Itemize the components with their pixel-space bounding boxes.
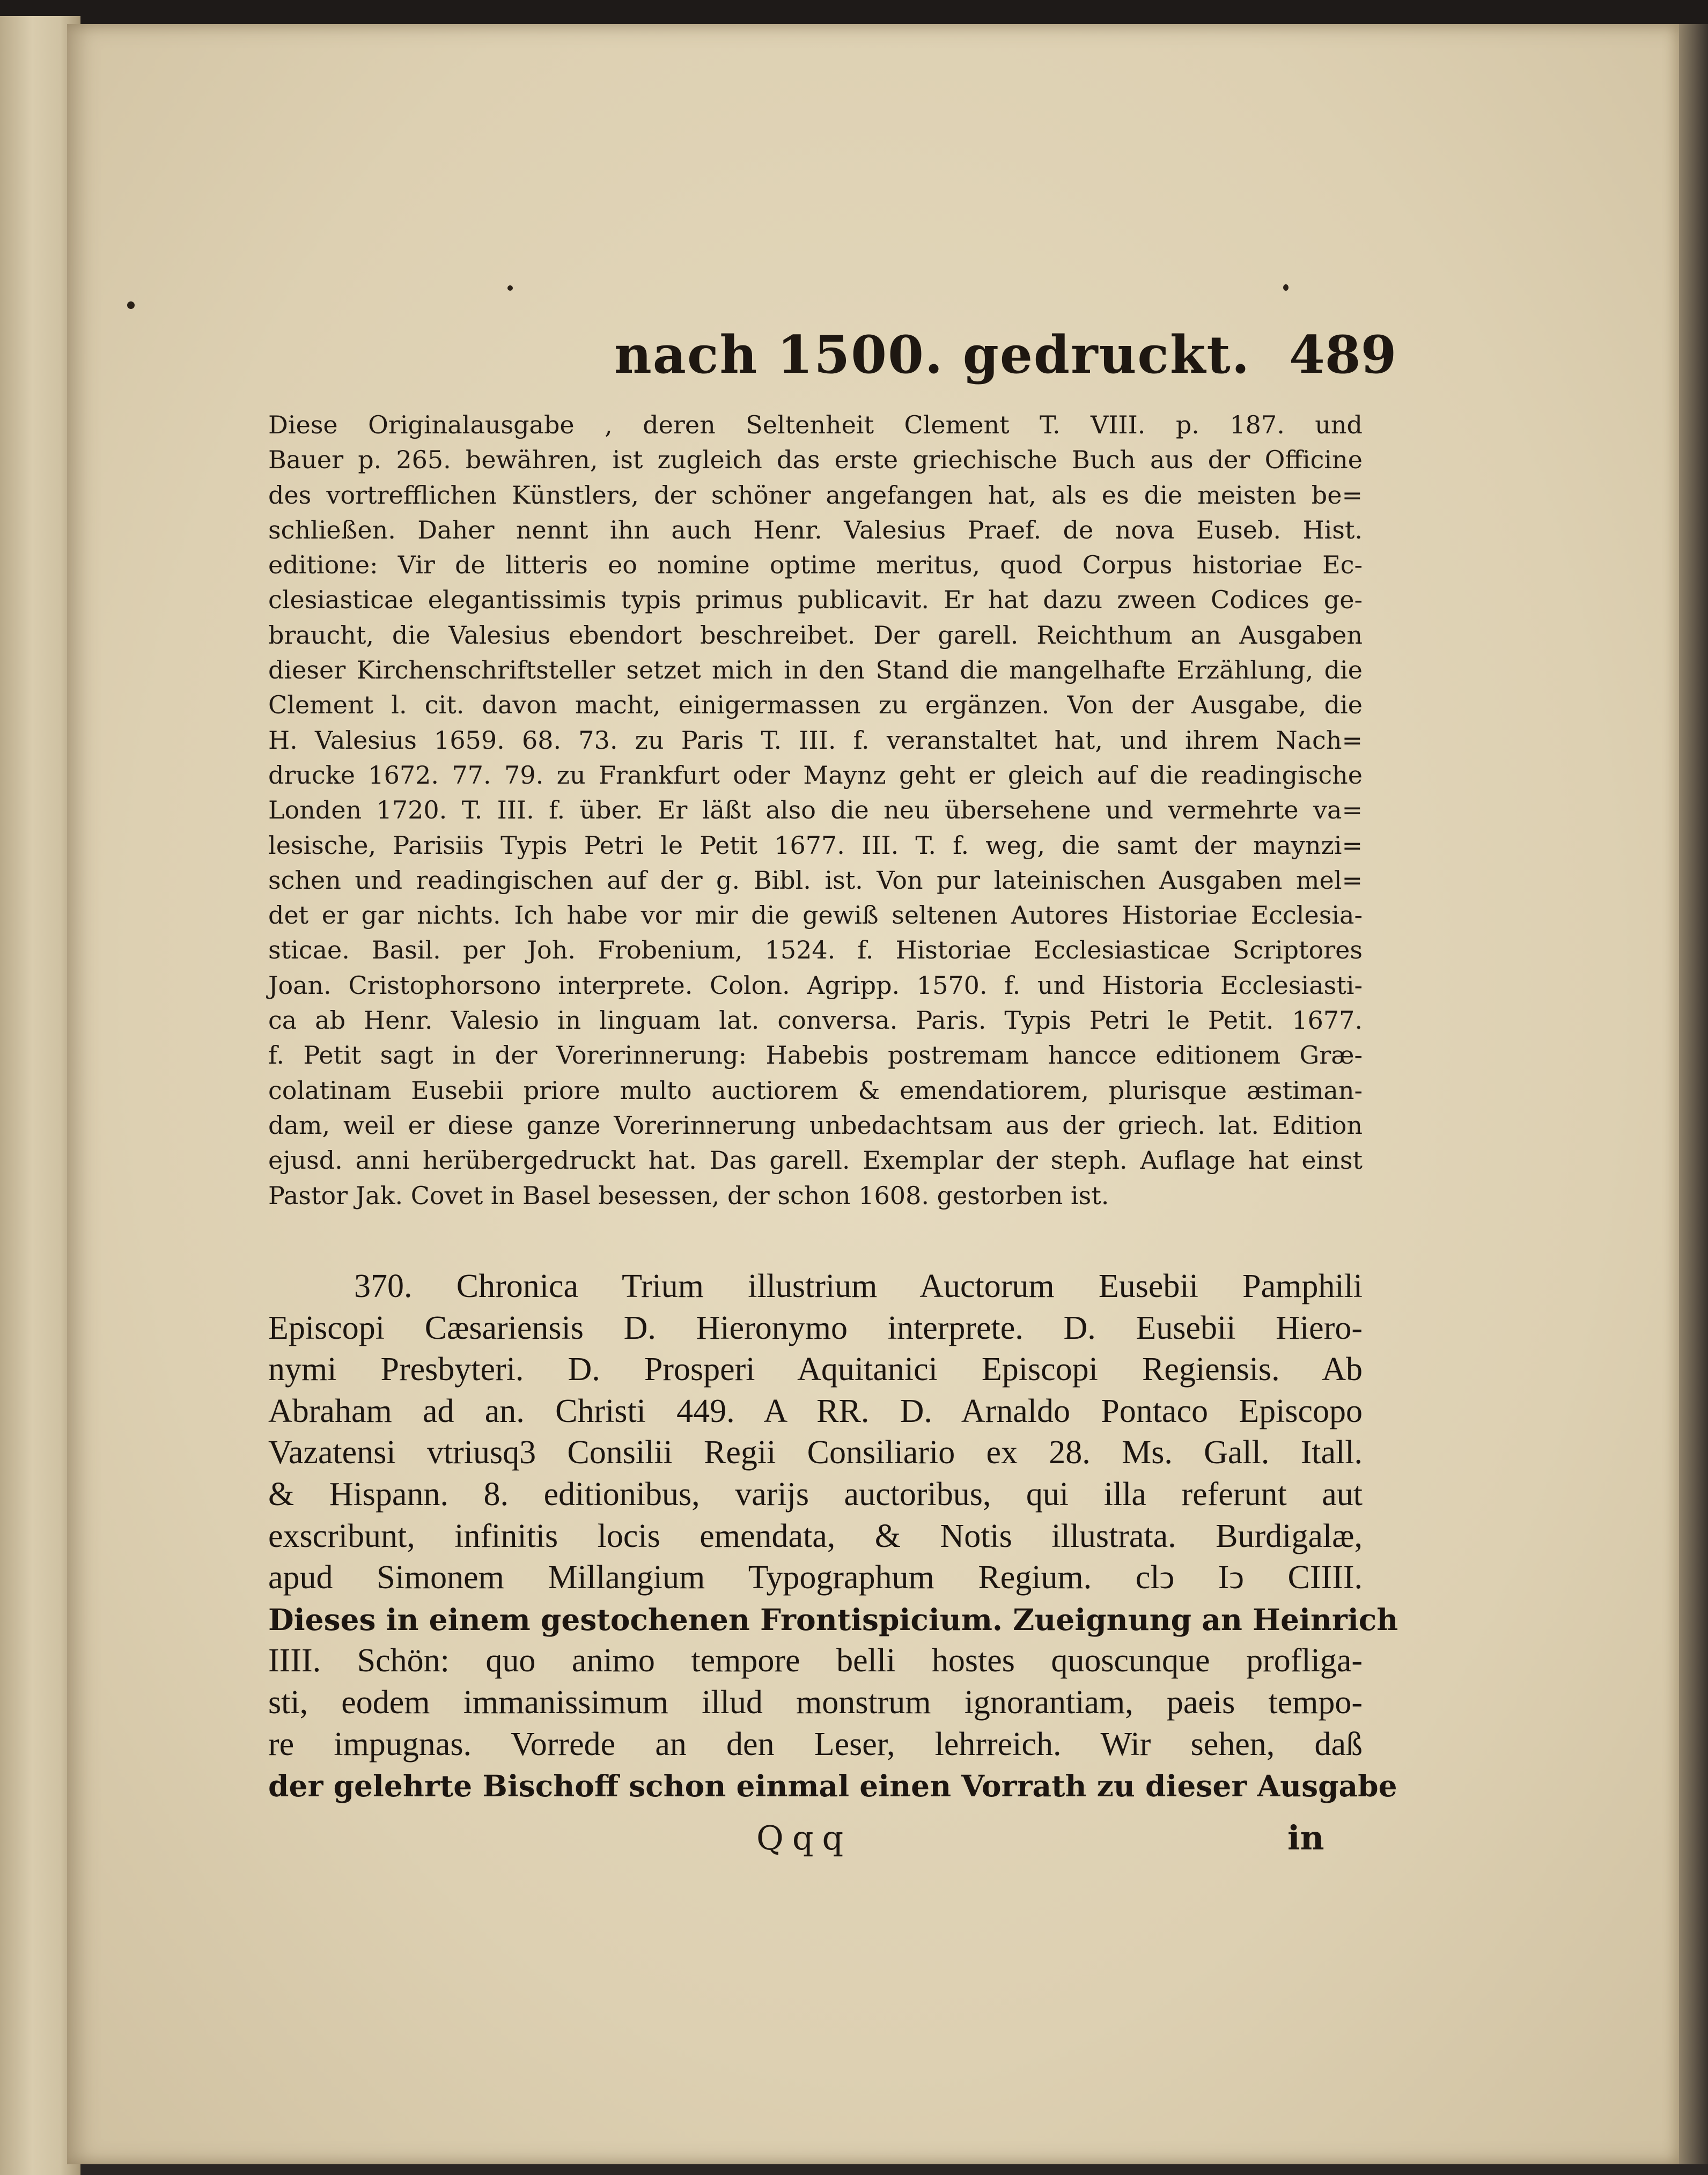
text-line: H. Valesius 1659. 68. 73. zu Paris T. III. f. veranstaltet hat, und ihrem Nach= <box>268 725 1363 755</box>
text-line: der gelehrte Bischoff schon einmal einen Vorrath zu dieser Ausgabe <box>268 1768 1397 1804</box>
text-line: Vazatensi vtriusq3 Consilii Regii Consiliario ex 28. Ms. Gall. Itall. <box>268 1434 1363 1471</box>
text-line: Pastor Jak. Covet in Basel besessen, der schon 1608. gestorben ist. <box>268 1181 1109 1210</box>
text-line: schließen. Daher nennt ihn auch Henr. Valesius Praef. de nova Euseb. Hist. <box>268 515 1363 544</box>
ink-speck <box>507 285 513 291</box>
text-line: colatinam Eusebii priore multo auctiorem & emendatiorem, plurisque æstiman- <box>268 1075 1363 1105</box>
text-line: f. Petit sagt in der Vorerinnerung: Habebis postremam hancce editionem Græ- <box>268 1041 1363 1070</box>
text-line: editione: Vir de litteris eo nomine optime meritus, quod Corpus historiae Ec- <box>268 550 1363 580</box>
ink-speck <box>1283 284 1289 291</box>
commentary-paragraph <box>268 408 1363 1213</box>
text-line: Joan. Cristophorsono interprete. Colon. Agripp. 1570. f. und Historia Ecclesiasti- <box>268 970 1363 1000</box>
text-line: sticae. Basil. per Joh. Frobenium, 1524. f. Historiae Ecclesiasticae Scriptores <box>268 935 1363 965</box>
signature-mark: Qqq <box>756 1818 852 1857</box>
text-line: drucke 1672. 77. 79. zu Frankfurt oder Maynz geht er gleich auf die readingische <box>268 760 1363 790</box>
text-line: re impugnas. Vorrede an den Leser, lehrreich. Wir sehen, daß <box>268 1726 1363 1763</box>
text-line: sti, eodem immanissimum illud monstrum ignorantiam, paeis tempo- <box>268 1684 1363 1721</box>
page-header <box>614 325 1397 389</box>
text-line: Dieses in einem gestochenen Frontispicium. Zueignung an Heinrich <box>268 1602 1398 1637</box>
text-line: 370. Chronica Trium illustrium Auctorum Eusebii Pamphili <box>354 1268 1363 1304</box>
text-line: Diese Originalausgabe , deren Seltenheit Clement T. VIII. p. 187. und <box>268 410 1363 439</box>
text-line: IIII. Schön: quo animo tempore belli hostes quoscunque profliga- <box>268 1642 1363 1679</box>
text-line: ejusd. anni herübergedruckt hat. Das garell. Exemplar der steph. Auflage hat einst <box>268 1146 1363 1175</box>
text-line: Abraham ad an. Christi 449. A RR. D. Arnaldo Pontaco Episcopo <box>268 1392 1363 1429</box>
text-line: nymi Presbyteri. D. Prosperi Aquitanici Episcopi Regiensis. Ab <box>268 1351 1363 1388</box>
text-line: Episcopi Cæsariensis D. Hieronymo interprete. D. Eusebii Hiero- <box>268 1309 1363 1346</box>
catchword: in <box>1287 1818 1324 1857</box>
ink-speck <box>127 301 135 309</box>
text-line: Londen 1720. T. III. f. über. Er läßt also die neu übersehene und vermehrte va= <box>268 795 1363 825</box>
page-number: 489 <box>1289 325 1397 385</box>
text-line: exscribunt, infinitis locis emendata, & Notis illustrata. Burdigalæ, <box>268 1517 1363 1554</box>
text-line: clesiasticae elegantissimis typis primus publicavit. Er hat dazu zween Codices ge- <box>268 585 1363 615</box>
running-title: nach 1500. gedruckt. <box>614 325 1251 385</box>
page-edge <box>1679 24 1708 2164</box>
text-line: apud Simonem Millangium Typographum Regium. clↄ Iↄ CIIII. <box>268 1559 1363 1596</box>
text-line: des vortrefflichen Künstlers, der schöner angefangen hat, als es die meisten be= <box>268 480 1363 510</box>
text-line: dieser Kirchenschriftsteller setzet mich in den Stand die mangelhafte Erzählung, die <box>268 655 1363 685</box>
book-background <box>0 0 1708 27</box>
text-line: schen und readingischen auf der g. Bibl. ist. Von pur lateinischen Ausgaben mel= <box>268 865 1363 895</box>
text-line: det er gar nichts. Ich habe vor mir die gewiß seltenen Autores Historiae Ecclesia- <box>268 901 1363 930</box>
text-line: lesische, Parisiis Typis Petri le Petit 1677. III. T. f. weg, die samt der maynzi= <box>268 830 1363 860</box>
text-line: & Hispann. 8. editionibus, varijs auctoribus, qui illa referunt aut <box>268 1476 1363 1513</box>
catalog-entry <box>268 1266 1398 1807</box>
text-line: Bauer p. 265. bewähren, ist zugleich das erste griechische Buch aus der Officine <box>268 445 1363 475</box>
text-line: braucht, die Valesius ebendort beschreibet. Der garell. Reichthum an Ausgaben <box>268 620 1363 650</box>
text-line: Clement l. cit. davon macht, einigermassen zu ergänzen. Von der Ausgabe, die <box>268 690 1363 720</box>
text-line: dam, weil er diese ganze Vorerinnerung unbedachtsam aus der griech. lat. Edition <box>268 1110 1363 1140</box>
text-line: ca ab Henr. Valesio in linguam lat. conversa. Paris. Typis Petri le Petit. 1677. <box>268 1006 1363 1035</box>
